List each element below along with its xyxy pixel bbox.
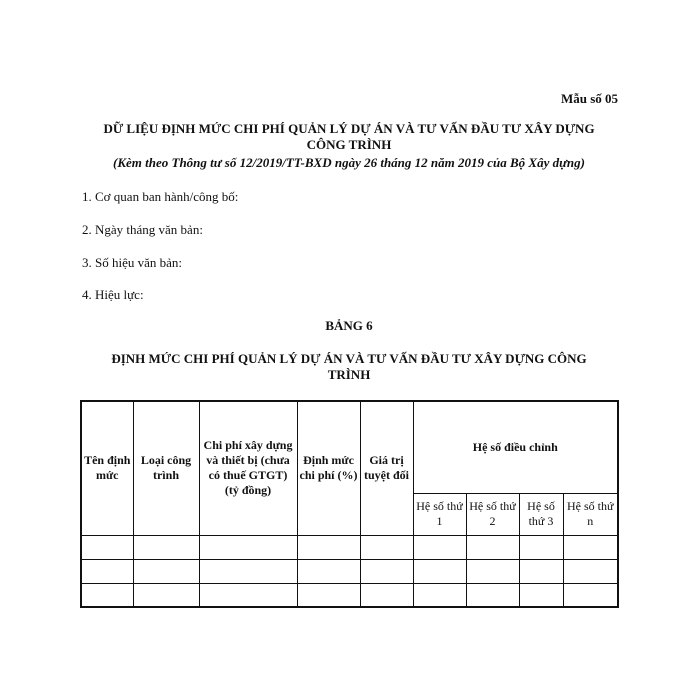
table-cell	[466, 535, 519, 559]
table-cell	[81, 583, 133, 607]
table-row	[81, 559, 618, 583]
table-cell	[81, 535, 133, 559]
header-cost-norm-percent: Định mức chi phí (%)	[297, 401, 360, 535]
header-adjustment-coefficients: Hệ số điều chỉnh	[413, 401, 618, 493]
table-cell	[563, 559, 618, 583]
table-cell	[413, 559, 466, 583]
document-title-line1: DỮ LIỆU ĐỊNH MỨC CHI PHÍ QUẢN LÝ DỰ ÁN VÀ TƯ VẤN ĐẦU TƯ XÂY DỰNG	[103, 121, 595, 136]
table-cell	[519, 583, 563, 607]
header-norm-name: Tên định mức	[81, 401, 133, 535]
subheader-coefficient-1: Hệ số thứ 1	[413, 493, 466, 535]
norms-table	[80, 400, 619, 608]
table-cell	[519, 535, 563, 559]
table-cell	[519, 559, 563, 583]
table-cell	[199, 559, 297, 583]
table-cell	[133, 583, 199, 607]
table-cell	[133, 535, 199, 559]
subheader-coefficient-2: Hệ số thứ 2	[466, 493, 519, 535]
table-title-line2: TRÌNH	[327, 367, 371, 382]
document-title	[80, 121, 618, 153]
subheader-coefficient-3: Hệ số thứ 3	[519, 493, 563, 535]
table-cell	[360, 559, 413, 583]
table-title	[80, 351, 618, 383]
table-cell	[199, 535, 297, 559]
table-row	[81, 535, 618, 559]
table-cell	[563, 535, 618, 559]
table-cell	[360, 583, 413, 607]
subheader-coefficient-n: Hệ số thứ n	[563, 493, 618, 535]
table-cell	[360, 535, 413, 559]
table-cell	[466, 559, 519, 583]
table-cell	[297, 535, 360, 559]
table-cell	[466, 583, 519, 607]
table-title-line1: ĐỊNH MỨC CHI PHÍ QUẢN LÝ DỰ ÁN VÀ TƯ VẤN ĐẦU TƯ XÂY DỰNG CÔNG	[111, 351, 587, 366]
field-issuing-agency: 1. Cơ quan ban hành/công bố:	[82, 189, 239, 204]
table-cell	[413, 583, 466, 607]
field-document-number: 3. Số hiệu văn bản:	[82, 255, 183, 270]
table-cell	[563, 583, 618, 607]
header-absolute-value: Giá trị tuyệt đối	[360, 401, 413, 535]
document-subtitle: (Kèm theo Thông tư số 12/2019/TT-BXD ngày 26 tháng 12 năm 2019 của Bộ Xây dựng)	[113, 155, 585, 170]
header-construction-cost: Chi phí xây dựng và thiết bị (chưa có thuế GTGT) (tỷ đồng)	[199, 401, 297, 535]
table-row	[81, 583, 618, 607]
field-document-date: 2. Ngày tháng văn bản:	[82, 222, 203, 237]
form-number: Mẫu số 05	[560, 91, 618, 106]
table-cell	[199, 583, 297, 607]
table-cell	[297, 583, 360, 607]
header-work-type: Loại công trình	[133, 401, 199, 535]
field-effective-date: 4. Hiệu lực:	[82, 287, 144, 302]
table-cell	[81, 559, 133, 583]
table-cell	[133, 559, 199, 583]
table-cell	[413, 535, 466, 559]
table-label: BẢNG 6	[325, 318, 373, 333]
document-title-line2: CÔNG TRÌNH	[306, 137, 392, 152]
table-cell	[297, 559, 360, 583]
